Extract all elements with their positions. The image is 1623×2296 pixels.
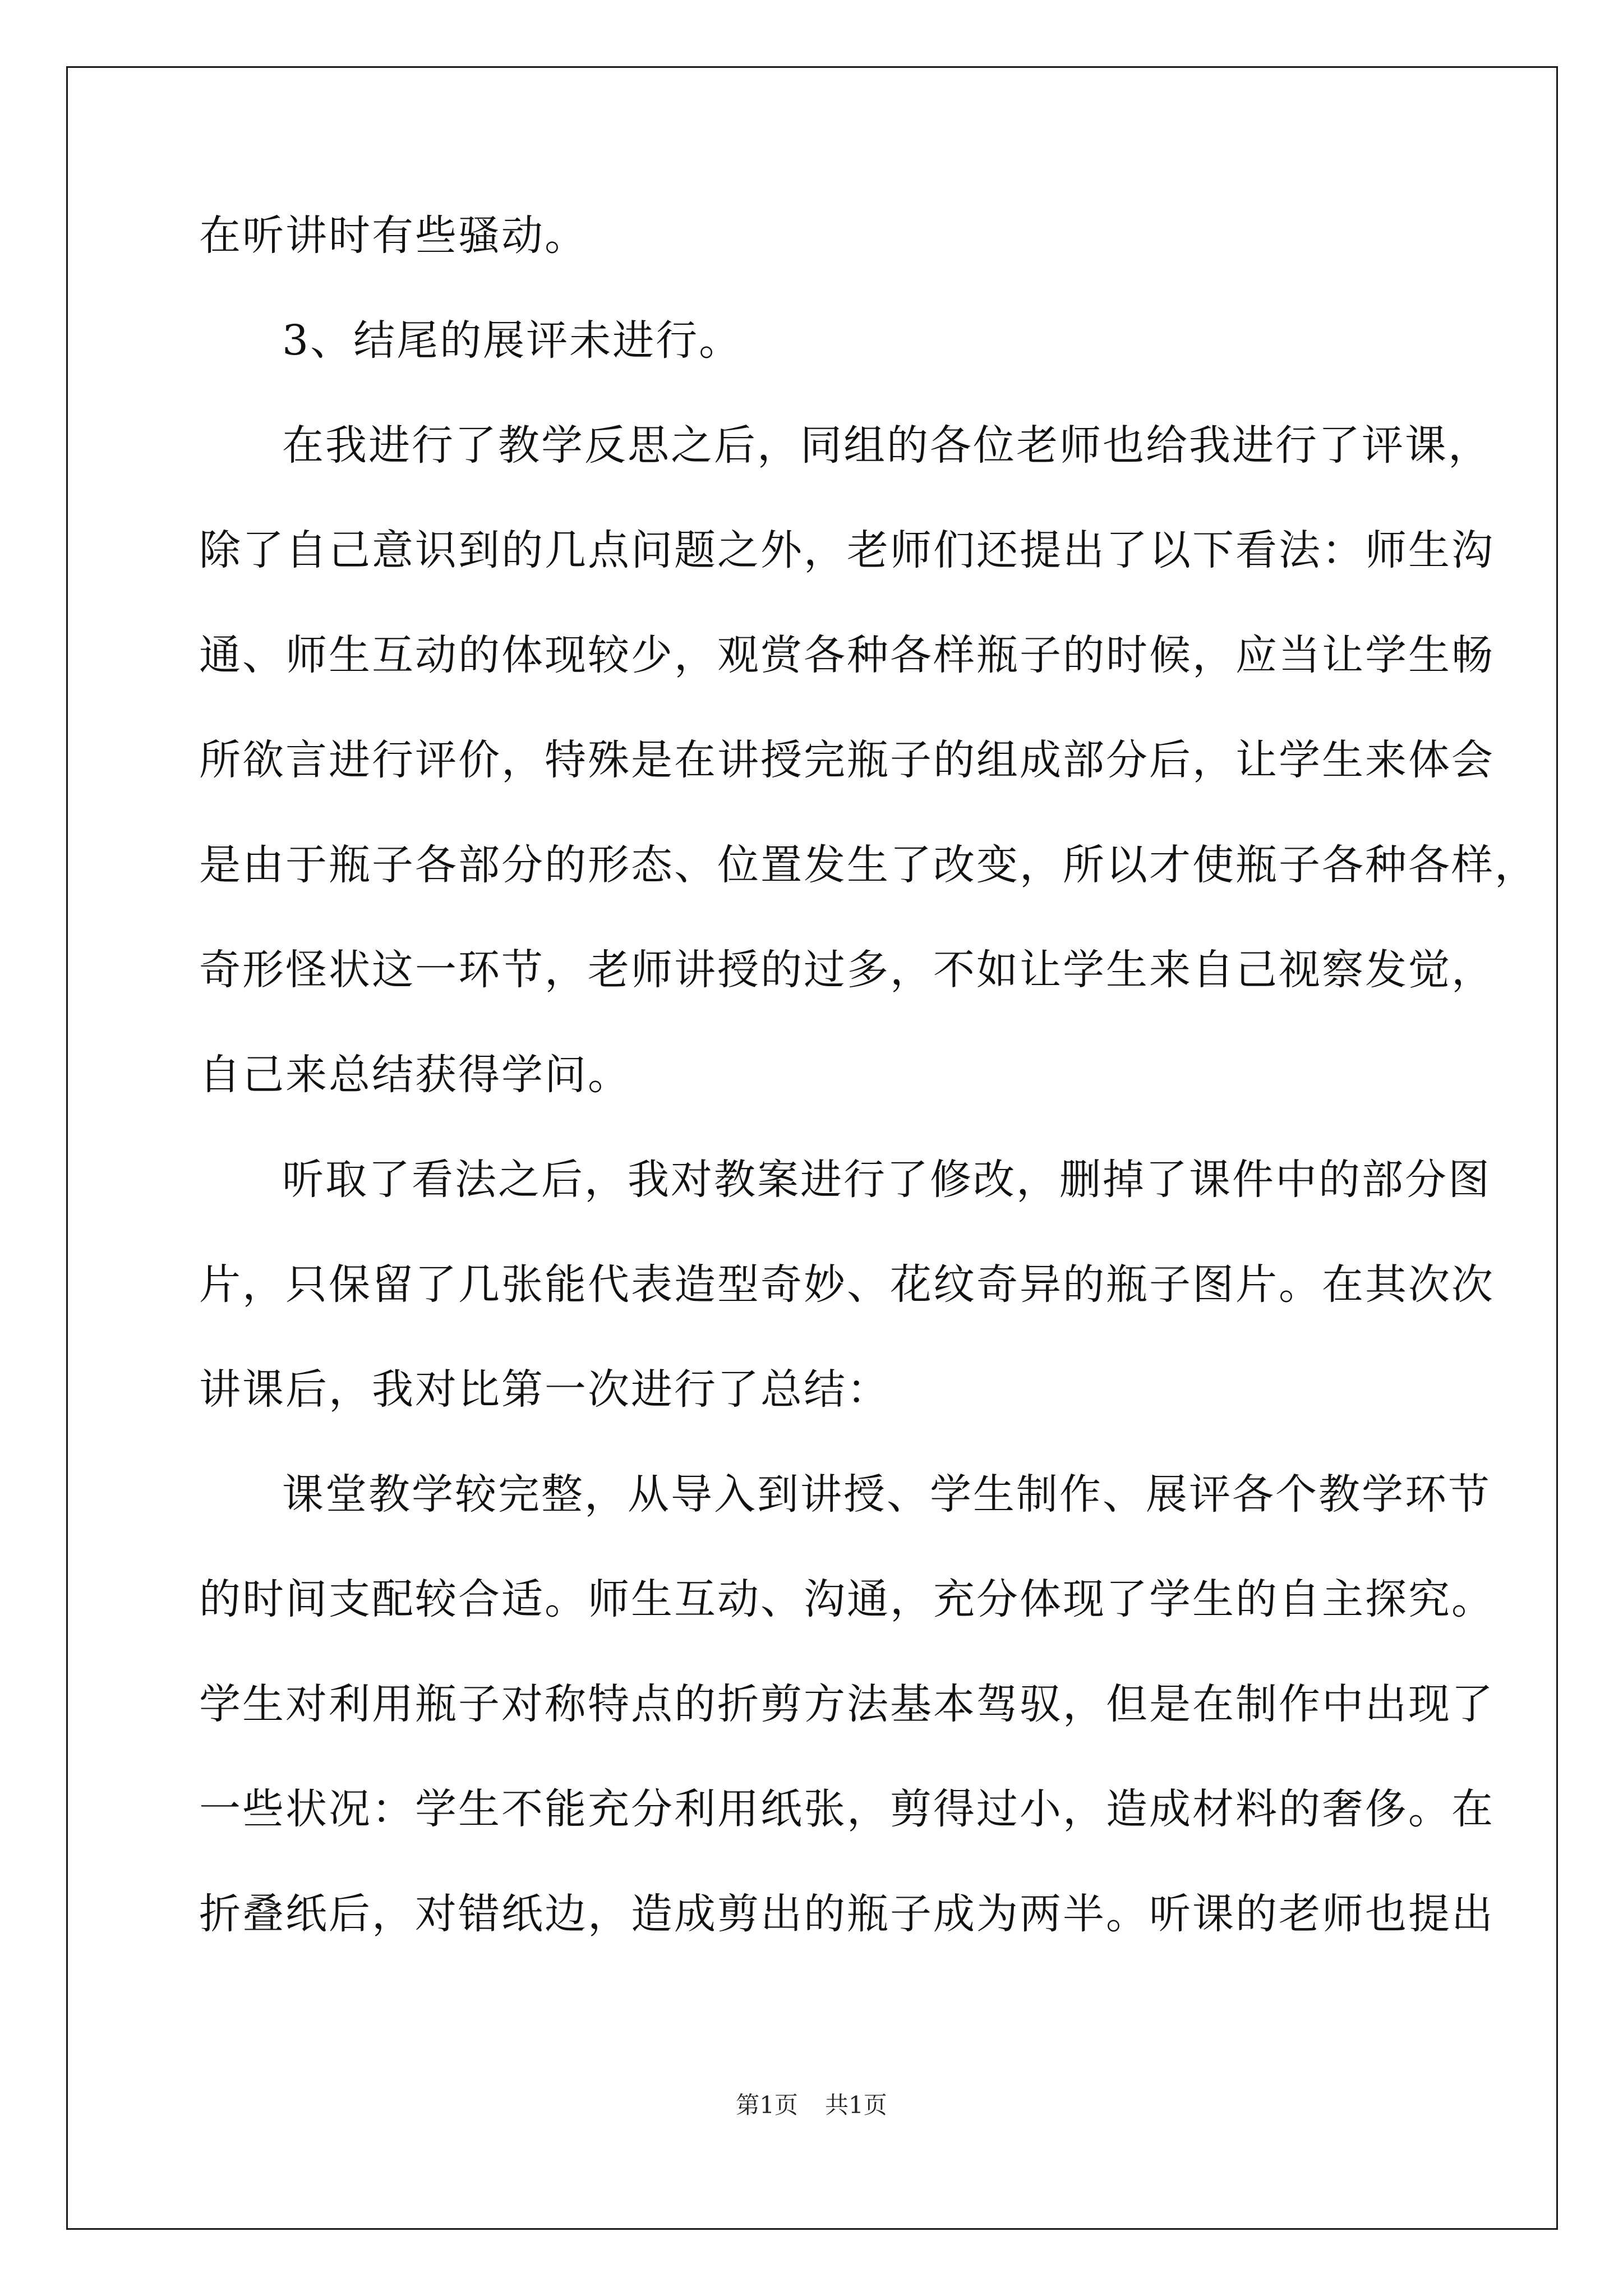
text-line: 讲课后，我对比第一次进行了总结： [199,1365,890,1414]
page-number: 第1页 [736,2091,798,2119]
text-line: 在我进行了教学反思之后，同组的各位老师也给我进行了评课， [282,421,1491,470]
text-line: 通、师生互动的体现较少，观赏各种各样瓶子的时候，应当让学生畅 [199,631,1495,679]
text-line: 3、结尾的展评未进行。 [282,316,743,365]
text-line: 学生对利用瓶子对称特点的折剪方法基本驾驭，但是在制作中出现了 [199,1680,1495,1728]
text-line: 一些状况：学生不能充分利用纸张，剪得过小，造成材料的奢侈。在 [199,1785,1495,1833]
page-footer [0,2087,1623,2120]
text-line: 课堂教学较完整，从导入到讲授、学生制作、展评各个教学环节 [282,1470,1491,1519]
document-body [199,205,1538,1988]
text-line: 自己来总结获得学问。 [199,1051,631,1099]
text-line: 的时间支配较合适。师生互动、沟通，充分体现了学生的自主探究。 [199,1575,1495,1623]
text-line: 除了自己意识到的几点问题之外，老师们还提出了以下看法：师生沟 [199,526,1495,574]
page-total: 共1页 [825,2091,887,2119]
text-line: 在听讲时有些骚动。 [199,211,588,260]
text-line: 所欲言进行评价，特殊是在讲授完瓶子的组成部分后，让学生来体会 [199,736,1495,784]
text-line: 是由于瓶子各部分的形态、位置发生了改变，所以才使瓶子各种各样， [199,841,1538,889]
text-line: 奇形怪状这一环节，老师讲授的过多，不如让学生来自己视察发觉， [199,946,1495,994]
text-line: 听取了看法之后，我对教案进行了修改，删掉了课件中的部分图 [282,1156,1491,1204]
text-line: 折叠纸后，对错纸边，造成剪出的瓶子成为两半。听课的老师也提出 [199,1890,1495,1938]
text-line: 片，只保留了几张能代表造型奇妙、花纹奇异的瓶子图片。在其次次 [199,1260,1495,1309]
